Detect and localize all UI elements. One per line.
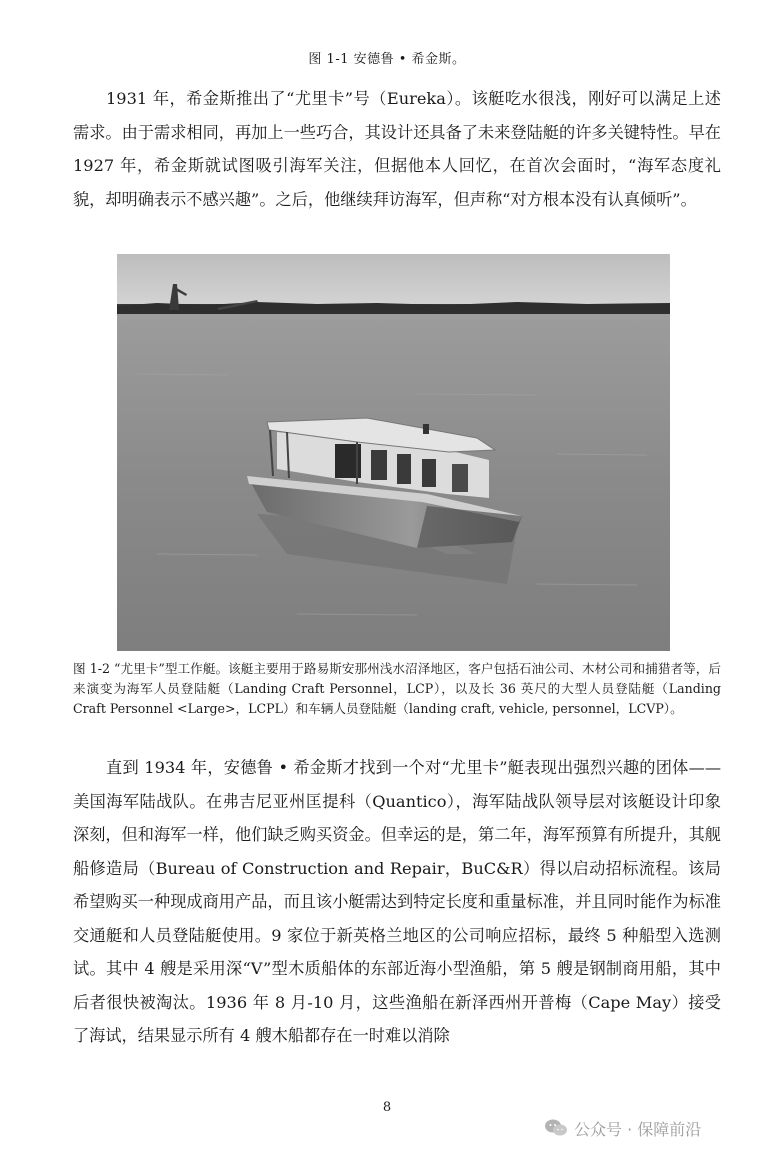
paragraph-2: 直到 1934 年，安德鲁 • 希金斯才找到一个对“尤里卡”艇表现出强烈兴趣的团体——美国海军陆战队。在弗吉尼亚州匡提科（Quantico），海军陆战队领导层对该艇设计印象深刻，但和海军一样，他们缺乏购买资金。但幸运的是，第二年，海军预算有所提升，其舰船修造局（Bureau of Construction and Repair，BuC&R）得以启动招标流程。该局希望购买一种现成商用产品，而且该小艇需达到特定长度和重量标准，并且同时能作为标准交通艇和人员登陆艇使用。9 家位于新英格兰地区的公司响应招标，最终 5 种船型入选测试。其中 4 艘是采用深“V”型木质船体的东部近海小型渔船，第 5 艘是钢制商用船，其中后者很快被淘汰。1936 年 8 月-10 月，这些渔船在新泽西州开普梅（Cape May）接受了海试，结果显示所有 4 艘木船都存在一时难以消除 <box>73 758 721 1045</box>
figure-2-photo-eureka-boat <box>117 254 670 651</box>
figure-1-caption: 图 1-1 安德鲁 • 希金斯。 <box>308 52 466 67</box>
wechat-watermark <box>544 1116 701 1140</box>
watermark-text: 公众号 · 保障前沿 <box>574 1119 702 1139</box>
wechat-icon <box>544 1118 568 1138</box>
paragraph-1: 1931 年，希金斯推出了“尤里卡”号（Eureka）。该艇吃水很浅，刚好可以满足上述需求。由于需求相同，再加上一些巧合，其设计还具备了未来登陆艇的许多关键特性。早在 1927 年，希金斯就试图吸引海军关注，但据他本人回忆，在首次会面时，“海军态度礼貌，却明确表示不感兴趣”。之后，他继续拜访海军，但声称“对方根本没有认真倾听”。 <box>73 89 721 209</box>
figure-2-caption: 图 1-2 “尤里卡”型工作艇。该艇主要用于路易斯安那州浅水沼泽地区，客户包括石油公司、木材公司和捕猎者等，后来演变为海军人员登陆艇（Landing Craft Personnel，LCP），以及长 36 英尺的大型人员登陆艇（Landing Craft Personnel <Large>，LCPL）和车辆人员登陆艇（landing craft, vehicle, personnel，LCVP）。 <box>73 661 721 716</box>
page-number: 8 <box>382 1100 392 1115</box>
